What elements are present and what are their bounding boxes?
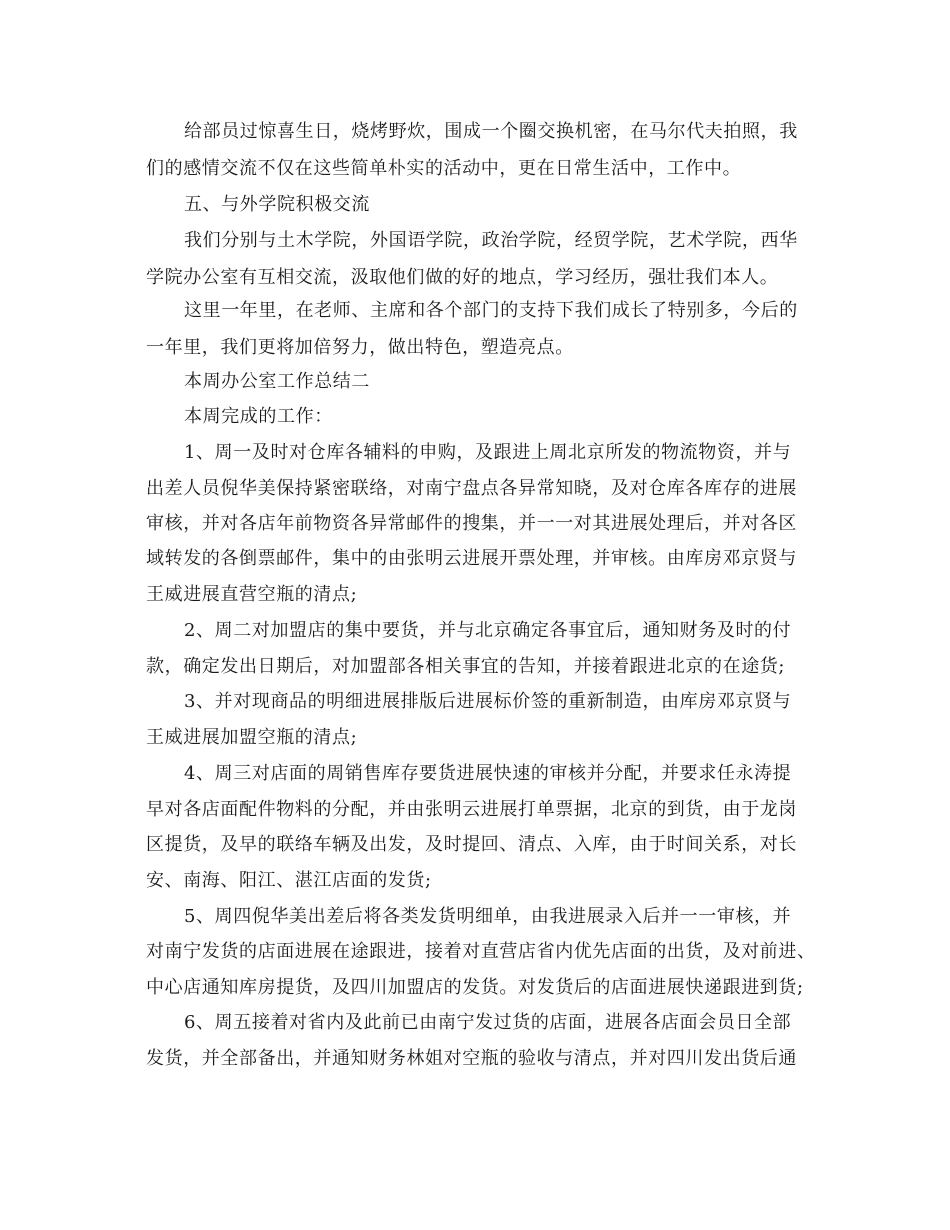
- paragraph-line: 域转发的各倒票邮件，集中的由张明云进展开票处理，并审核。由库房邓京贤与: [146, 548, 797, 569]
- paragraph-line: 6、周五接着对省内及此前已由南宁发过货的店面，进展各店面会员日全部: [184, 1012, 792, 1033]
- paragraph-line: 出差人员倪华美保持紧密联络，对南宁盘点各异常知晓，及对仓库各库存的进展: [146, 478, 797, 499]
- paragraph-line: 早对各店面配件物料的分配，并由张明云进展打单票据，北京的到货，由于龙岗: [146, 799, 797, 820]
- paragraph-line: 审核，并对各店年前物资各异常邮件的搜集，并一一对其进展处理后，并对各区: [146, 513, 797, 534]
- paragraph-line: 一年里，我们更将加倍努力，做出特色，塑造亮点。: [146, 337, 574, 358]
- section-heading: 本周完成的工作：: [184, 406, 333, 427]
- paragraph-line: 2、周二对加盟店的集中要货，并与北京确定各事宜后，通知财务及时的付: [184, 620, 792, 641]
- paragraph-line: 款，确定发出日期后，对加盟部各相关事宜的告知，并接着跟进北京的在途货;: [146, 656, 786, 677]
- paragraph-line: 王威进展加盟空瓶的清点;: [146, 727, 358, 748]
- paragraph-line: 3、并对现商品的明细进展排版后进展标价签的重新制造，由库房邓京贤与: [184, 691, 792, 712]
- paragraph-line: 我们分别与土木学院，外国语学院，政治学院，经贸学院，艺术学院，西华: [184, 230, 798, 251]
- paragraph-line: 王威进展直营空瓶的清点;: [146, 584, 358, 605]
- paragraph-line: 5、周四倪华美出差后将各类发货明细单，由我进展录入后并一一审核，并: [184, 906, 792, 927]
- paragraph-line: 这里一年里，在老师、主席和各个部门的支持下我们成长了特别多，今后的: [184, 300, 798, 321]
- paragraph-line: 们的感情交流不仅在这些简单朴实的活动中，更在日常生活中，工作中。: [146, 158, 742, 179]
- section-heading: 本周办公室工作总结二: [184, 371, 370, 392]
- section-heading: 五、与外学院积极交流: [184, 194, 370, 215]
- paragraph-line: 发货，并全部备出，并通知财务林姐对空瓶的验收与清点，并对四川发出货后通: [146, 1048, 797, 1069]
- paragraph-line: 给部员过惊喜生日，烧烤野炊，围成一个圈交换机密，在马尔代夫拍照，我: [184, 121, 798, 142]
- paragraph-line: 学院办公室有互相交流，汲取他们做的好的地点，学习经历，强壮我们本人。: [146, 267, 779, 288]
- paragraph-line: 安、南海、阳江、湛江店面的发货;: [146, 870, 432, 891]
- paragraph-line: 1、周一及时对仓库各辅料的申购，及跟进上周北京所发的物流物资，并与: [184, 442, 792, 463]
- paragraph-line: 对南宁发货的店面进展在途跟进，接着对直营店省内优先店面的出货，及对前进、: [146, 941, 816, 962]
- paragraph-line: 中心店通知库房提货，及四川加盟店的发货。对发货后的店面进展快递跟进到货;: [146, 977, 804, 998]
- paragraph-line: 区提货，及早的联络车辆及出发，及时提回、清点、入库，由于时间关系，对长: [146, 834, 797, 855]
- paragraph-line: 4、周三对店面的周销售库存要货进展快速的审核并分配，并要求任永涛提: [184, 763, 792, 784]
